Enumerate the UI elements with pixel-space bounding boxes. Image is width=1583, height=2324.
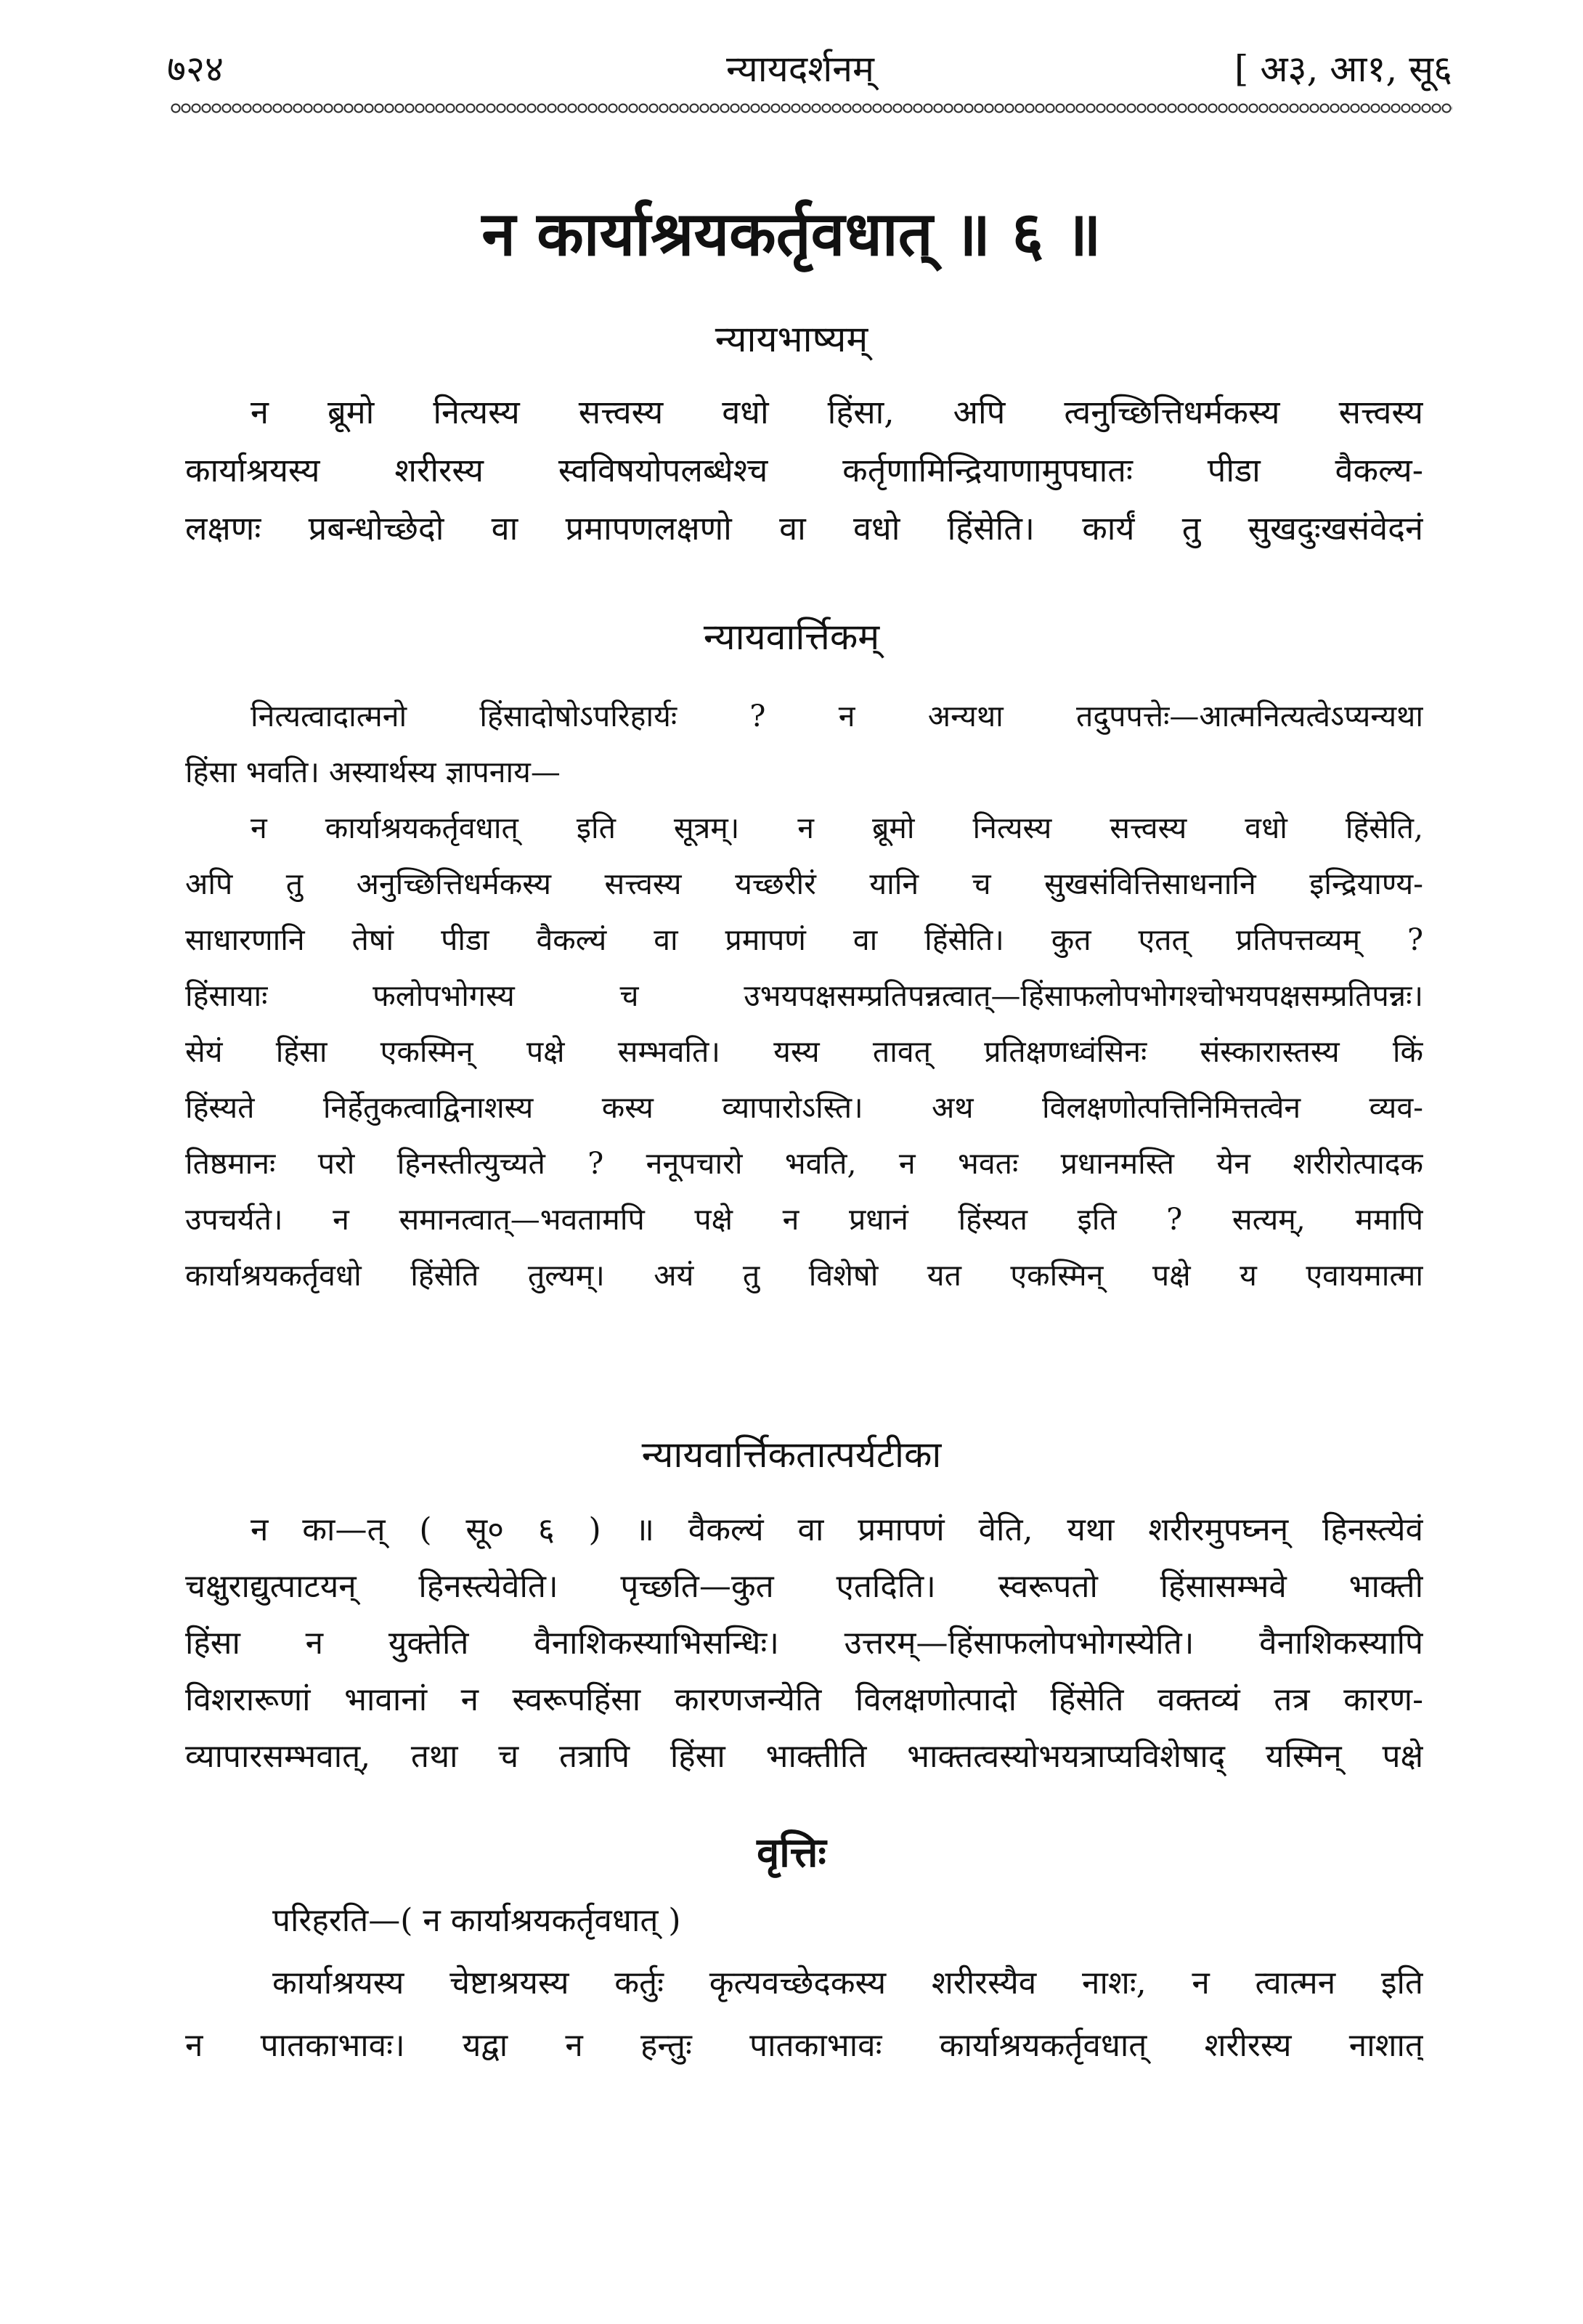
vartika-line: हिंसायाः फलोपभोगस्य च उभयपक्षसम्प्रतिपन्नत्वात्—हिंसाफलोपभोगश्चोभयपक्षसम्प्रतिपन्नः। (185, 978, 1423, 1013)
tika-line: विशरारूणां भावानां न स्वरूपहिंसा कारणजन्येति विलक्षणोत्पादो हिंसेति वक्तव्यं तत्र कारण- (185, 1681, 1423, 1718)
tika-line: व्यापारसम्भवात्, तथा च तत्रापि हिंसा भाक्तीति भाक्तत्वस्योभयत्राप्यविशेषाद् यस्मिन् पक्षे (185, 1738, 1423, 1775)
sutra-heading: न कार्याश्रयकर्तृवधात् ॥ ६ ॥ (481, 198, 1102, 269)
vartika-title: न्यायवार्त्तिकम् (703, 616, 880, 658)
vartika-line: कार्याश्रयकर्तृवधो हिंसेति तुल्यम्। अयं तु विशेषो यत एकस्मिन् पक्षे य एवायमात्मा (185, 1258, 1423, 1293)
bhashya-line: कार्याश्रयस्य शरीरस्य स्वविषयोपलब्धेश्च कर्तृणामिन्द्रियाणामुपघातः पीडा वैकल्य- (185, 451, 1423, 489)
section-reference: [ अ३, आ१, सू६ (1234, 48, 1452, 90)
vartika-line: नित्यत्वादात्मनो हिंसादोषोऽपरिहार्यः ? न अन्यथा तदुपपत्तेः—आत्मनित्यत्वेऽप्यन्यथा (251, 699, 1423, 734)
vartika-line: उपचर्यते। न समानत्वात्—भवतामपि पक्षे न प्रधानं हिंस्यत इति ? सत्यम्, ममापि (185, 1202, 1423, 1237)
vartika-line: हिंसा भवति। अस्यार्थस्य ज्ञापनाय— (185, 755, 561, 789)
running-title: न्यायदर्शनम् (726, 48, 874, 90)
tika-line: न का—त् ( सू० ६ ) ॥ वैकल्यं वा प्रमापणं वेति, यथा शरीरमुपघ्नन् हिनस्त्येवं (251, 1511, 1423, 1548)
vartika-line: न कार्याश्रयकर्तृवधात् इति सूत्रम्। न ब्रूमो नित्यस्य सत्त्वस्य वधो हिंसेति, (251, 810, 1423, 845)
vritti-text (185, 1890, 1423, 2077)
page-number: ७२४ (167, 48, 224, 90)
page-header (167, 36, 1452, 102)
vartika-line: सेयं हिंसा एकस्मिन् पक्षे सम्भवति। यस्य तावत् प्रतिक्षणध्वंसिनः संस्कारास्तस्य किं (185, 1034, 1423, 1069)
bhashya-title: न्यायभाष्यम् (715, 318, 868, 360)
vritti-line: न पातकाभावः। यद्वा न हन्तुः पातकाभावः कार्याश्रयकर्तृवधात् शरीरस्य नाशात् (185, 2027, 1423, 2064)
vritti-title: वृत्तिः (757, 1829, 826, 1877)
vartika-line: तिष्ठमानः परो हिनस्तीत्युच्यते ? ननूपचारो भवति, न भवतः प्रधानमस्ति येन शरीरोत्पादक (185, 1146, 1423, 1181)
bhashya-line: न ब्रूमो नित्यस्य सत्त्वस्य वधो हिंसा, अपि त्वनुच्छित्तिधर्मकस्य सत्त्वस्य (251, 393, 1423, 431)
vartika-line: हिंस्यते निर्हेतुकत्वाद्विनाशस्य कस्य व्यापारोऽस्ति। अथ विलक्षणोत्पत्तिनिमित्तत्वेन व्यव- (185, 1090, 1423, 1125)
tika-line: हिंसा न युक्तेति वैनाशिकस्याभिसन्धिः। उत्तरम्—हिंसाफलोपभोगस्येति। वैनाशिकस्यापि (185, 1625, 1423, 1662)
tika-line: चक्षुराद्युत्पाटयन् हिनस्त्येवेति। पृच्छति—कुत एतदिति। स्वरूपतो हिंसासम्भवे भाक्ती (185, 1568, 1423, 1605)
tika-text (185, 1502, 1423, 1785)
vartika-line: साधारणानि तेषां पीडा वैकल्यं वा प्रमापणं वा हिंसेति। कुत एतत् प्रतिपत्तव्यम् ? (185, 922, 1423, 957)
vartika-text (185, 688, 1423, 1304)
bhashya-line: लक्षणः प्रबन्धोच्छेदो वा प्रमापणलक्षणो वा वधो हिंसेति। कार्यं तु सुखदुःखसंवेदनं (185, 509, 1423, 548)
vritti-line: परिहरति—( न कार्याश्रयकर्तृवधात् ) (272, 1902, 681, 1939)
vartika-line: अपि तु अनुच्छित्तिधर्मकस्य सत्त्वस्य यच्छरीरं यानि च सुखसंवित्तिसाधनानि इन्द्रियाण्य- (185, 866, 1423, 901)
header-wavy-rule (171, 103, 1452, 113)
vritti-line: कार्याश्रयस्य चेष्टाश्रयस्य कर्तुः कृत्यवच्छेदकस्य शरीरस्यैव नाशः, न त्वात्मन इति (272, 1965, 1423, 2002)
tika-title: न्यायवार्त्तिकतात्पर्यटीका (641, 1434, 942, 1476)
bhashya-text (185, 383, 1423, 558)
